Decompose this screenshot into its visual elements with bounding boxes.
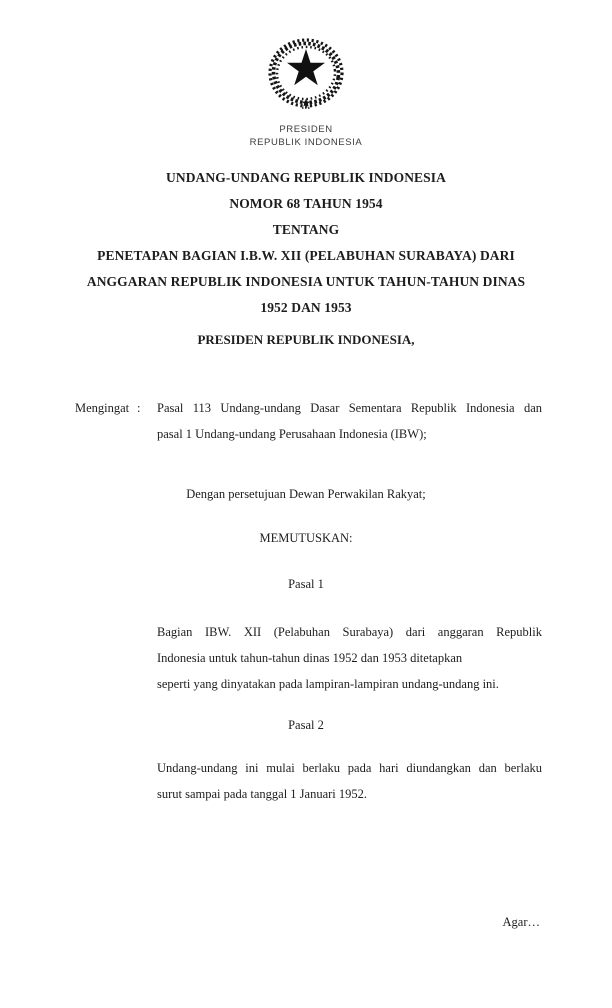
considerations-separator: : [137,401,141,415]
article-1-line-3: seperti yang dinyatakan pada lampiran-lampiran undang-undang ini. [157,677,499,691]
law-title-line-4: PENETAPAN BAGIAN I.B.W. XII (PELABUHAN SURABAYA) DARI [97,248,515,263]
considerations-label: Mengingat [75,401,130,415]
law-title-line-1: UNDANG-UNDANG REPUBLIK INDONESIA [166,170,446,185]
letterhead-caption [0,123,612,149]
letterhead-caption-line1: PRESIDEN [279,124,333,135]
catchword: Agar… [502,915,540,929]
article-1-line-2: Indonesia untuk tahun-tahun dinas 1952 dan 1953 ditetapkan [157,651,463,665]
law-title-line-6: 1952 DAN 1953 [260,300,352,315]
considerations-line-2: pasal 1 Undang-undang Perusahaan Indonesia (IBW); [157,427,427,441]
letterhead [0,0,612,149]
article-2-line-2: surut sampai pada tanggal 1 Januari 1952. [157,787,368,801]
article-1-body [157,619,542,697]
article-2-body [157,755,542,807]
law-title-line-5: ANGGARAN REPUBLIK INDONESIA UNTUK TAHUN-TAHUN DINAS [86,274,526,289]
presidential-star-wreath-emblem-icon [264,36,348,114]
considerations-block [75,395,542,447]
opening-heading: PRESIDEN REPUBLIK INDONESIA, [197,332,415,347]
article-1-line-1: Bagian IBW. XII (Pelabuhan Surabaya) dari anggaran Republik [157,625,542,639]
law-title-line-3: TENTANG [272,222,340,237]
law-title-line-2: NOMOR 68 TAHUN 1954 [229,196,383,211]
decision-heading: MEMUTUSKAN: [259,531,353,545]
article-1-heading: Pasal 1 [288,577,324,591]
letterhead-caption-line2: REPUBLIK INDONESIA [249,137,363,148]
article-2-line-1: Undang-undang ini mulai berlaku pada hari diundangkan dan berlaku [157,761,542,775]
law-title-block [0,165,612,321]
considerations-line-1: Pasal 113 Undang-undang Dasar Sementara Republik Indonesia dan [157,401,542,415]
agreement-line: Dengan persetujuan Dewan Perwakilan Rakyat; [186,487,426,501]
article-2-heading: Pasal 2 [288,718,324,732]
considerations-text [157,395,542,447]
